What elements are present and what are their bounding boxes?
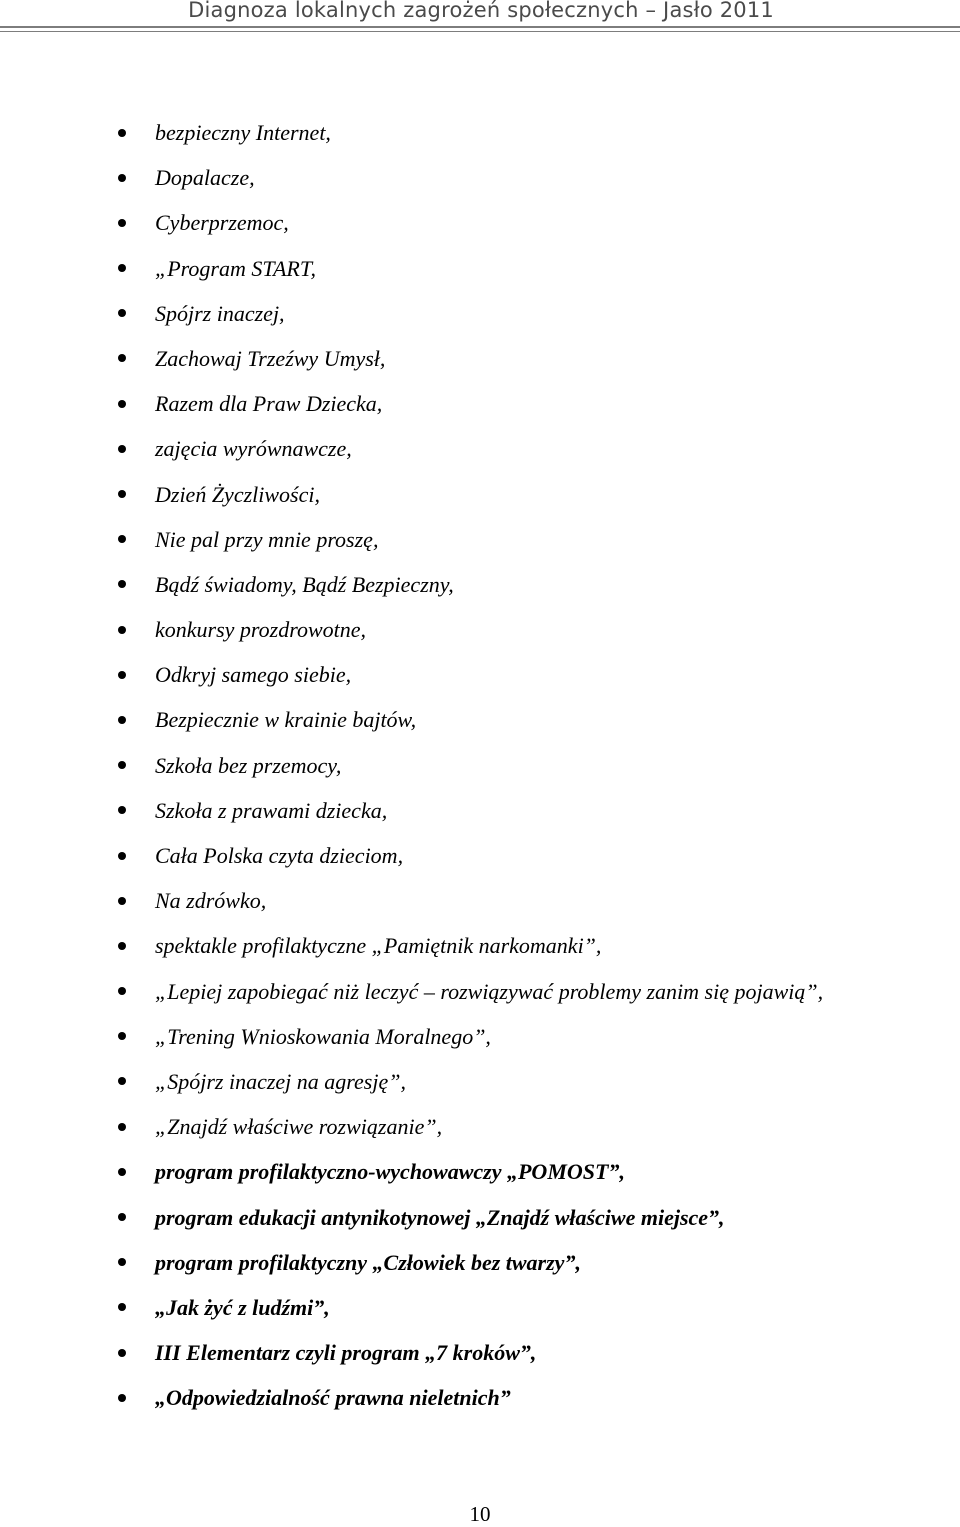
list-item-text: „Trening Wnioskowania Moralnego”,	[155, 1023, 491, 1049]
list-item	[0, 1059, 960, 1104]
list-item	[0, 652, 960, 697]
list-item	[0, 1195, 960, 1240]
list-item	[0, 246, 960, 291]
list-item-text: Bezpiecznie w krainie bajtów,	[155, 707, 417, 733]
list-item-text: Cyberprzemoc,	[155, 210, 289, 236]
list-item	[0, 110, 960, 155]
bullet-icon	[118, 1213, 126, 1221]
list-item	[0, 833, 960, 878]
list-item-text: Odkryj samego siebie,	[155, 662, 352, 688]
bullet-icon	[118, 535, 126, 543]
list-item-text: Razem dla Praw Dziecka,	[155, 391, 383, 417]
list-item	[0, 743, 960, 788]
bullet-icon	[118, 354, 126, 362]
list-item	[0, 1104, 960, 1149]
list-item	[0, 426, 960, 471]
bullet-icon	[118, 1032, 126, 1040]
bullet-icon	[118, 264, 126, 272]
list-item	[0, 878, 960, 923]
bullet-icon	[118, 445, 126, 453]
list-item	[0, 607, 960, 652]
bullet-icon	[118, 129, 126, 137]
list-item-text: „Odpowiedzialność prawna nieletnich”	[155, 1385, 511, 1411]
list-item-text: Bądź świadomy, Bądź Bezpieczny,	[155, 571, 454, 597]
bullet-icon	[118, 490, 126, 498]
page-header	[0, 0, 960, 34]
list-item	[0, 1375, 960, 1420]
bullet-icon	[118, 309, 126, 317]
list-item	[0, 472, 960, 517]
list-item-text: Szkoła z prawami dziecka,	[155, 797, 388, 823]
list-item	[0, 155, 960, 200]
list-item	[0, 969, 960, 1014]
bullet-icon	[118, 400, 126, 408]
bullet-icon	[118, 942, 126, 950]
bullet-icon	[118, 806, 126, 814]
bullet-icon	[118, 1168, 126, 1176]
list-item-text: Dopalacze,	[155, 165, 255, 191]
bullet-icon	[118, 1123, 126, 1131]
header-rule-thick	[0, 26, 960, 28]
list-item	[0, 923, 960, 968]
list-item	[0, 788, 960, 833]
list-item	[0, 336, 960, 381]
list-item	[0, 1285, 960, 1330]
bullet-icon	[118, 174, 126, 182]
bullet-icon	[118, 1303, 126, 1311]
bullet-icon	[118, 852, 126, 860]
list-item-text: Nie pal przy mnie proszę,	[155, 526, 379, 552]
list-item-text: „Znajdź właściwe rozwiązanie”,	[155, 1114, 443, 1140]
list-item	[0, 291, 960, 336]
list-item-text: „Jak żyć z ludźmi”,	[155, 1294, 330, 1320]
list-item-text: program profilaktyczny „Człowiek bez twarzy”,	[155, 1249, 581, 1275]
page-number: 10	[469, 1502, 491, 1526]
list-item-text: „Program START,	[155, 255, 316, 281]
list-item	[0, 200, 960, 245]
bullet-icon	[118, 716, 126, 724]
list-item-text: program profilaktyczno-wychowawczy „POMOST”,	[155, 1159, 625, 1185]
list-item-text: program edukacji antynikotynowej „Znajdź właściwe miejsce”,	[155, 1204, 725, 1230]
list-item	[0, 381, 960, 426]
bullet-icon	[118, 1349, 126, 1357]
header-rule-thin	[0, 31, 960, 32]
list-item-text: spektakle profilaktyczne „Pamiętnik narkomanki”,	[155, 933, 602, 959]
list-item-text: Cała Polska czyta dzieciom,	[155, 843, 404, 868]
bullet-icon	[118, 580, 126, 588]
list-item	[0, 1149, 960, 1194]
list-item	[0, 1330, 960, 1375]
bullet-icon	[118, 761, 126, 769]
list-item-text: „Spójrz inaczej na agresję”,	[155, 1068, 406, 1094]
bullet-icon	[118, 219, 126, 227]
bullet-icon	[118, 626, 126, 634]
list-item	[0, 562, 960, 607]
list-item-text: zajęcia wyrównawcze,	[155, 436, 352, 462]
list-item-text: Dzień Życzliwości,	[155, 481, 320, 507]
list-item-text: Zachowaj Trzeźwy Umysł,	[155, 345, 386, 371]
bullet-icon	[118, 1077, 126, 1085]
bullet-icon	[118, 1394, 126, 1402]
list-item	[0, 1014, 960, 1059]
list-item	[0, 1240, 960, 1285]
list-item-text: Szkoła bez przemocy,	[155, 752, 342, 778]
bullet-icon	[118, 897, 126, 905]
list-item-text: bezpieczny Internet,	[155, 120, 331, 145]
bullet-icon	[118, 987, 126, 995]
program-list	[0, 110, 960, 1420]
list-item-text: Na zdrówko,	[155, 888, 267, 914]
bullet-icon	[118, 1258, 126, 1266]
list-item	[0, 517, 960, 562]
list-item-text: III Elementarz czyli program „7 kroków”,	[155, 1340, 537, 1366]
list-item-text: Spójrz inaczej,	[155, 300, 285, 326]
list-item-text: konkursy prozdrowotne,	[155, 617, 367, 643]
document-title: Diagnoza lokalnych zagrożeń społecznych – Jasło 2011	[188, 0, 774, 22]
bullet-icon	[118, 671, 126, 679]
list-item	[0, 697, 960, 742]
list-item-text: „Lepiej zapobiegać niż leczyć – rozwiązywać problemy zanim się pojawią”,	[155, 978, 824, 1004]
